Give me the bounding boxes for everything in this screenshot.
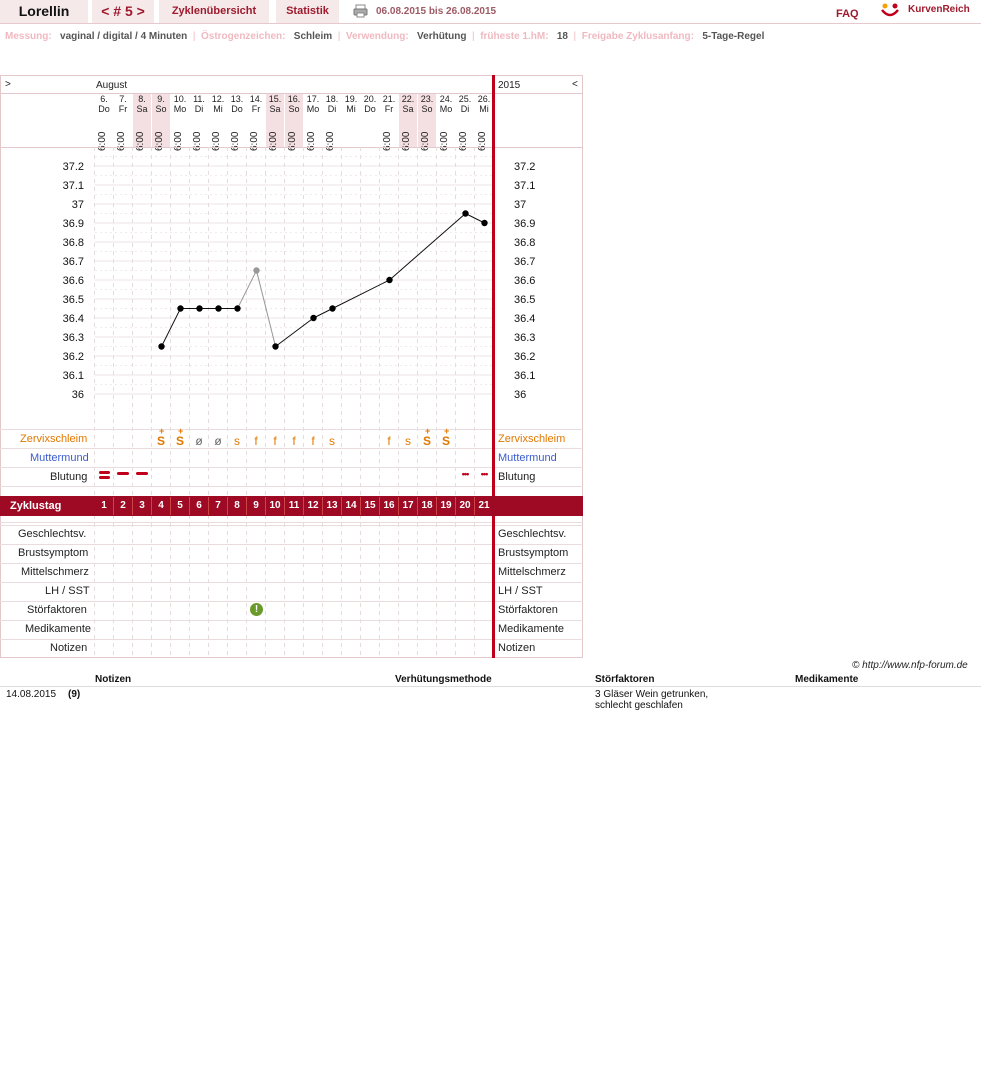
cycle-day-number[interactable]: 20: [459, 500, 471, 511]
row-label-brust-right: Brustsymptom: [498, 547, 569, 559]
cycle-day-separator: [132, 497, 133, 515]
temp-point: [158, 343, 164, 349]
row-label-stoer: Störfaktoren: [27, 604, 87, 616]
y-tick-label-left: 36.8: [62, 237, 84, 249]
notes-header-notizen: Notizen: [95, 674, 132, 685]
row-label-zervix: Zervixschleim: [20, 433, 88, 445]
faq-link[interactable]: FAQ: [836, 8, 859, 20]
note-stoer-line1: 3 Gläser Wein getrunken,: [595, 689, 709, 700]
day-number: 26.: [477, 94, 491, 104]
cervix-mark: S +: [441, 426, 450, 448]
weekday: Fr: [118, 104, 128, 114]
temp-point: [196, 305, 202, 311]
cycle-day-separator: [303, 497, 304, 515]
cycle-nav[interactable]: < # 5 >: [92, 0, 154, 23]
tab-statistik[interactable]: Statistik: [276, 0, 339, 23]
cycle-date-range: 06.08.2015 bis 26.08.2015: [376, 6, 497, 17]
measure-time: 6:00: [211, 131, 222, 151]
weekday: Di: [460, 104, 470, 114]
day-column[interactable]: [418, 94, 436, 151]
y-tick-label-left: 36.6: [62, 275, 84, 287]
measure-time: 6:00: [135, 131, 146, 151]
cycle-day-number[interactable]: 13: [326, 500, 338, 511]
day-column[interactable]: [247, 94, 265, 151]
weekday: So: [288, 104, 300, 114]
cycle-day-separator: [455, 497, 456, 515]
day-column[interactable]: [95, 94, 113, 151]
day-number: 8.: [138, 94, 146, 104]
weekday: Mi: [346, 104, 356, 114]
cycle-day-number[interactable]: 15: [364, 500, 376, 511]
day-column[interactable]: [152, 94, 170, 151]
cycle-day-separator: [246, 497, 247, 515]
temp-point: [234, 305, 240, 311]
y-tick-label-left: 36.1: [62, 370, 84, 382]
cervix-mark: ø: [195, 434, 203, 448]
freigabe-label: Freigabe Zyklusanfang:: [581, 31, 694, 42]
cycle-day-number[interactable]: 5: [177, 500, 183, 511]
temp-line-segment: [276, 318, 314, 347]
measure-time: 6:00: [173, 131, 184, 151]
note-day: (9): [68, 689, 81, 700]
day-column[interactable]: [342, 94, 360, 147]
app-title: Lorellin: [0, 0, 88, 23]
y-tick-label-right: 37.2: [514, 161, 536, 173]
weekday: Do: [231, 104, 243, 114]
row-label-gv-right: Geschlechtsv.: [498, 528, 567, 540]
cycle-end-divider: [492, 75, 495, 658]
weekday: Sa: [402, 104, 414, 114]
kurvenreich-logo-icon[interactable]: [880, 2, 900, 20]
meta-line: Messung: vaginal / digital / 4 Minuten | Östrogenzeichen: Schleim | Verwendung: Verhütung | früheste 1.hM: 18 | Freigabe Zyklusanfang: 5-Tage-Regel: [5, 31, 765, 42]
cervix-mark: s: [234, 434, 240, 448]
day-column[interactable]: [171, 94, 189, 151]
cervix-mark: f: [292, 434, 296, 448]
weekday: Mo: [439, 104, 453, 114]
measure-time: 6:00: [268, 131, 279, 151]
cycle-day-separator: [474, 497, 475, 515]
measure-time: 6:00: [420, 131, 431, 151]
cervix-mark: f: [387, 434, 391, 448]
cervix-mark: S +: [175, 426, 184, 448]
oestrogen-label: Östrogenzeichen:: [200, 31, 286, 42]
day-number: 9.: [157, 94, 165, 104]
day-column[interactable]: [114, 94, 132, 151]
brand-name[interactable]: KurvenReich: [908, 4, 970, 15]
day-number: 6.: [100, 94, 108, 104]
temp-point: [215, 305, 221, 311]
day-number: 23.: [420, 94, 434, 104]
row-label-mittel-right: Mittelschmerz: [498, 566, 566, 578]
cervix-mark: ø: [214, 434, 222, 448]
row-label-gv: Geschlechtsv.: [18, 528, 87, 540]
day-number: 16.: [287, 94, 301, 104]
cycle-day-separator: [417, 497, 418, 515]
day-column[interactable]: [228, 94, 246, 151]
cycle-day-number[interactable]: 21: [478, 500, 490, 511]
measure-time: 6:00: [97, 131, 108, 151]
cycle-day-separator: [436, 497, 437, 515]
cervix-mark: s: [329, 434, 335, 448]
y-tick-label-right: 36.3: [514, 332, 536, 344]
prev-cycle-arrow[interactable]: >: [5, 79, 11, 90]
hm-label: früheste 1.hM:: [480, 31, 549, 42]
y-tick-label-right: 36.5: [514, 294, 536, 306]
cervix-mark: f: [311, 434, 315, 448]
measure-time: 6:00: [116, 131, 127, 151]
weekday: So: [421, 104, 433, 114]
bleeding-mark: [133, 469, 151, 481]
weekday: Di: [194, 104, 204, 114]
day-number: 22.: [401, 94, 415, 104]
measure-time: 6:00: [382, 131, 393, 151]
weekday: Fr: [384, 104, 394, 114]
temp-point: [462, 210, 468, 216]
y-tick-label-right: 36.6: [514, 275, 536, 287]
day-column[interactable]: [285, 94, 303, 151]
day-column[interactable]: [304, 94, 322, 151]
day-column[interactable]: [437, 94, 455, 151]
temp-point: [272, 343, 278, 349]
cycle-day-separator: [284, 497, 285, 515]
oestrogen-value: Schleim: [293, 31, 333, 42]
day-column[interactable]: [380, 94, 398, 151]
weekday: Mo: [173, 104, 187, 114]
measure-time: 6:00: [154, 131, 165, 151]
cycle-day-number[interactable]: 4: [158, 500, 164, 511]
day-column[interactable]: [323, 94, 341, 151]
zyklustag-label: Zyklustag: [10, 500, 62, 512]
cycle-day-separator: [227, 497, 228, 515]
day-column[interactable]: [361, 94, 379, 147]
messung-label: Messung:: [5, 31, 52, 42]
cycle-day-number[interactable]: 12: [307, 500, 319, 511]
notes-header-verhuetung: Verhütungsmethode: [395, 674, 492, 685]
cycle-day-separator: [265, 497, 266, 515]
y-tick-label-right: 36.4: [514, 313, 536, 325]
cycle-day-separator: [189, 497, 190, 515]
row-label-stoer-right: Störfaktoren: [498, 604, 558, 616]
cycle-day-separator: [208, 497, 209, 515]
day-number: 21.: [382, 94, 396, 104]
y-tick-label-right: 37.1: [514, 180, 536, 192]
measure-time: 6:00: [458, 131, 469, 151]
row-label-lh: LH / SST: [45, 585, 90, 597]
cervix-mark: f: [273, 434, 277, 448]
day-number: 17.: [306, 94, 320, 104]
y-tick-label-right: 36.2: [514, 351, 536, 363]
day-number: 25.: [458, 94, 472, 104]
bleeding-mark: [95, 469, 113, 481]
cycle-day-separator: [322, 497, 323, 515]
y-tick-label-left: 36.5: [62, 294, 84, 306]
day-number: 13.: [230, 94, 244, 104]
notes-header-medi: Medikamente: [795, 674, 859, 685]
temperature-plot: [0, 147, 583, 657]
cycle-day-number[interactable]: 11: [288, 500, 300, 511]
stoerfaktor-alert-icon[interactable]: !: [250, 603, 263, 616]
tab-zyklenuebersicht[interactable]: Zyklenübersicht: [159, 0, 269, 23]
weekday: So: [155, 104, 167, 114]
day-column[interactable]: [399, 94, 417, 151]
temp-line-segment: [257, 271, 276, 347]
measure-time: 6:00: [230, 131, 241, 151]
verwendung-label: Verwendung:: [345, 31, 409, 42]
day-column[interactable]: [190, 94, 208, 151]
hm-value: 18: [556, 31, 568, 42]
cycle-day-separator: [341, 497, 342, 515]
cycle-day-separator: [360, 497, 361, 515]
cycle-day-number[interactable]: 14: [345, 500, 357, 511]
freigabe-value: 5-Tage-Regel: [702, 31, 765, 42]
y-tick-label-right: 36.1: [514, 370, 536, 382]
cycle-day-number[interactable]: 16: [383, 500, 395, 511]
cycle-day-separator: [170, 497, 171, 515]
row-label-mittel: Mittelschmerz: [21, 566, 89, 578]
measure-time: 6:00: [401, 131, 412, 151]
weekday: Sa: [269, 104, 281, 114]
day-column[interactable]: [475, 94, 493, 151]
cycle-day-number[interactable]: 6: [196, 500, 202, 511]
cycle-day-number[interactable]: 9: [253, 500, 259, 511]
y-tick-label-right: 36.9: [514, 218, 536, 230]
y-tick-label-right: 36.8: [514, 237, 536, 249]
y-tick-label-right: 36.7: [514, 256, 536, 268]
y-tick-label-right: 37: [514, 199, 527, 211]
notes-divider: [0, 686, 981, 687]
row-label-medi: Medikamente: [25, 623, 92, 635]
y-tick-label-left: 36.7: [62, 256, 84, 268]
cycle-day-number[interactable]: 7: [215, 500, 221, 511]
weekday: Mi: [479, 104, 489, 114]
y-tick-label-left: 36.4: [62, 313, 84, 325]
bleeding-mark: •••: [480, 469, 488, 479]
note-stoer-line2: schlecht geschlafen: [595, 700, 683, 711]
y-tick-label-left: 37.2: [62, 161, 84, 173]
y-tick-label-left: 36.9: [62, 218, 84, 230]
row-label-lh-right: LH / SST: [498, 585, 543, 597]
temp-point: [481, 220, 487, 226]
year-label: 2015: [498, 80, 521, 91]
measure-time: 6:00: [439, 131, 450, 151]
day-column[interactable]: [266, 94, 284, 151]
day-column[interactable]: [209, 94, 227, 151]
verwendung-value: Verhütung: [417, 31, 467, 42]
day-number: 15.: [268, 94, 282, 104]
next-cycle-arrow[interactable]: <: [572, 79, 578, 90]
temp-point: [386, 277, 392, 283]
copyright[interactable]: © http://www.nfp-forum.de: [852, 660, 968, 671]
notes-header-stoer: Störfaktoren: [595, 674, 655, 685]
cycle-day-number[interactable]: 1: [101, 500, 107, 511]
weekday: Do: [98, 104, 110, 114]
y-tick-label-left: 36.3: [62, 332, 84, 344]
day-number: 12.: [211, 94, 225, 104]
cycle-day-number[interactable]: 8: [234, 500, 240, 511]
cycle-day-number[interactable]: 19: [440, 500, 452, 511]
messung-value: vaginal / digital / 4 Minuten: [60, 31, 188, 42]
row-label-muttermund-right: Muttermund: [498, 452, 557, 464]
day-number: 18.: [325, 94, 339, 104]
measure-time: 6:00: [249, 131, 260, 151]
day-number: 10.: [173, 94, 187, 104]
cervix-mark: s: [405, 434, 411, 448]
weekday: Mi: [213, 104, 223, 114]
y-tick-label-left: 37: [71, 199, 84, 211]
row-label-muttermund: Muttermund: [30, 452, 89, 464]
temp-point: [253, 267, 259, 273]
cervix-mark: f: [254, 434, 258, 448]
day-column[interactable]: [456, 94, 474, 151]
measure-time: 6:00: [477, 131, 488, 151]
row-label-blutung: Blutung: [50, 471, 88, 483]
bleeding-mark: •••: [461, 469, 469, 479]
bleeding-mark: [114, 469, 132, 481]
row-label-notizen: Notizen: [50, 642, 88, 654]
weekday: Di: [327, 104, 337, 114]
cycle-day-separator: [113, 497, 114, 515]
cycle-day-separator: [151, 497, 152, 515]
row-label-brust: Brustsymptom: [18, 547, 89, 559]
note-date: 14.08.2015: [6, 689, 57, 700]
y-tick-label-left: 37.1: [62, 180, 84, 192]
cycle-day-number[interactable]: 17: [402, 500, 414, 511]
printer-icon[interactable]: [353, 4, 368, 18]
row-label-notizen-right: Notizen: [498, 642, 536, 654]
weekday: Sa: [136, 104, 148, 114]
row-label-medi-right: Medikamente: [498, 623, 565, 635]
cycle-day-separator: [379, 497, 380, 515]
temp-point: [177, 305, 183, 311]
cycle-day-number[interactable]: 3: [139, 500, 145, 511]
temp-point: [329, 305, 335, 311]
day-number: 19.: [344, 94, 358, 104]
row-label-zervix-right: Zervixschleim: [498, 433, 566, 445]
cycle-day-number[interactable]: 18: [421, 500, 433, 511]
day-number: 20.: [363, 94, 377, 104]
measure-time: 6:00: [192, 131, 203, 151]
measure-time: 6:00: [287, 131, 298, 151]
cycle-day-number[interactable]: 10: [269, 500, 281, 511]
measure-time: 6:00: [325, 131, 336, 151]
row-label-blutung-right: Blutung: [498, 471, 536, 483]
y-tick-label-left: 36.2: [62, 351, 84, 363]
weekday: Mo: [306, 104, 320, 114]
top-bar: [0, 0, 981, 24]
day-column[interactable]: [133, 94, 151, 151]
measure-time: 6:00: [306, 131, 317, 151]
weekday: Do: [364, 104, 376, 114]
y-tick-label-right: 36: [514, 389, 527, 401]
cervix-mark: S +: [156, 426, 165, 448]
cycle-day-separator: [398, 497, 399, 515]
weekday: Fr: [251, 104, 261, 114]
temp-point: [310, 315, 316, 321]
day-number: 7.: [119, 94, 127, 104]
y-tick-label-left: 36: [71, 389, 84, 401]
cycle-day-number[interactable]: 2: [120, 500, 126, 511]
cervix-mark: S +: [422, 426, 431, 448]
day-number: 11.: [193, 94, 205, 104]
day-number: 24.: [439, 94, 453, 104]
day-number: 14.: [249, 94, 263, 104]
month-label: August: [96, 80, 128, 91]
